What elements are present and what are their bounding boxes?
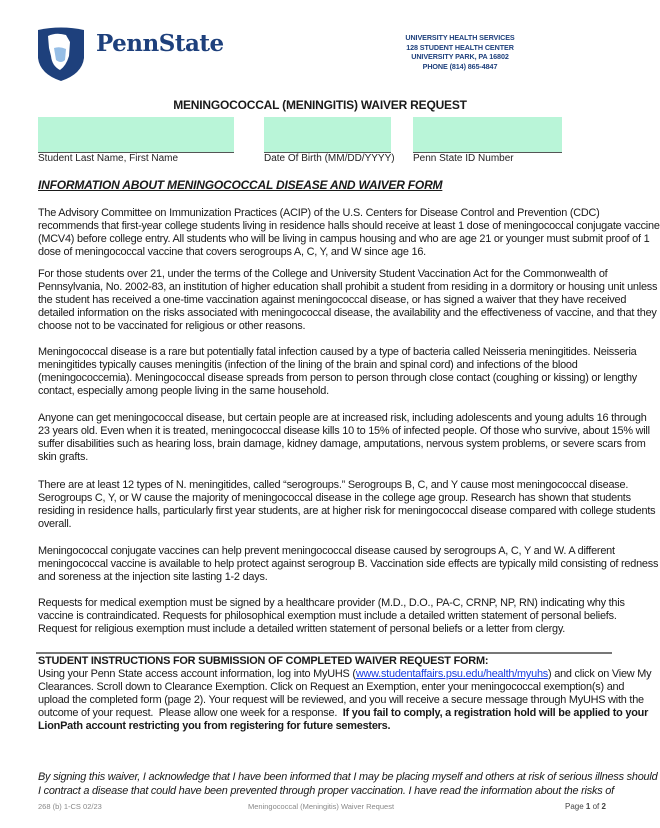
paragraph-line: skin grafts. — [38, 451, 89, 463]
paragraph-line: (meningococcemia). Meningococcal disease spreads from person to person through close contact (coughing or kissing) or lengthy — [38, 372, 638, 384]
paragraph-line: meningitides typically causes meningitis (infection of the lining of the brain and spinal cord) and infections of the blood — [38, 359, 578, 371]
paragraph-line: recommends that first-year college students living in residence halls should receive at least 1 dose of meningococcal conjugate vaccine — [38, 220, 660, 232]
address-block — [380, 33, 540, 71]
penn-state-wordmark: PennState — [96, 30, 224, 57]
instructions-body — [38, 668, 651, 733]
text: Page — [565, 802, 586, 811]
penn-state-id-label: Penn State ID Number — [413, 153, 514, 164]
paragraph-line: The Advisory Committee on Immunization Practices (ACIP) of the U.S. Centers for Disease Control and Prevention (CDC) — [38, 207, 600, 219]
paragraph-line: There are at least 12 types of N. meningitides, called “serogroups.” Serogroups B, C, and Y cause most meningococcal disease. — [38, 479, 629, 491]
address-line: PHONE (814) 865-4847 — [422, 61, 498, 71]
paragraph-line: Request for religious exemption must include a detailed written statement of personal beliefs or a letter from clergy. — [38, 623, 566, 635]
paragraph-line: residing in residence halls, particularly first year students, are at higher risk for meningococcal disease compared with college students — [38, 505, 656, 517]
info-paragraph — [38, 545, 658, 584]
text: of — [590, 802, 602, 811]
section-heading: INFORMATION ABOUT MENINGOCOCCAL DISEASE AND WAIVER FORM — [38, 178, 443, 192]
address-line: UNIVERSITY PARK, PA 16802 — [411, 52, 509, 62]
warning-text: LionPath account restricting you from registering for future semesters. — [38, 720, 391, 732]
text: ) and click on View My — [548, 668, 652, 680]
footer-title: Meningococcal (Meningitis) Waiver Request — [248, 802, 395, 811]
text: Clearances. Scroll down to Clearance Exemption. Click on Request an Exemption, enter your meningococcal exemption(s) and — [38, 681, 625, 693]
paragraph-line: detailed information on the risks associated with meningococcal disease, the availability and the effectiveness of vaccine, and that they — [38, 307, 657, 319]
paragraph-line: Pennsylvania, No. 2002-83, an institution of higher education shall prohibit a student from residing in a dormitory or housing unit unless — [38, 281, 658, 293]
text: I contract a disease that could have been prevented through proper vaccination. I have read the information about the risks of — [38, 785, 614, 797]
penn-state-shield-logo — [36, 26, 86, 82]
paragraph-line: Serogroups C, Y, or W cause the majority of meningococcal disease in the college age group. Research has shown that students — [38, 492, 631, 504]
paragraph-line: and soreness at the injection site lasting 1-2 days. — [38, 571, 268, 583]
address-line: UNIVERSITY HEALTH SERVICES — [405, 33, 515, 42]
form-title: MENINGOCOCCAL (MENINGITIS) WAIVER REQUEST — [173, 98, 467, 112]
info-paragraph — [38, 346, 637, 398]
page-number — [565, 802, 606, 811]
paragraph-line: choose not to be vaccinated for religious or other reasons. — [38, 320, 306, 332]
text: 1 — [585, 802, 591, 811]
info-paragraph — [38, 597, 625, 636]
myuhs-link[interactable]: www.studentaffairs.psu.edu/health/myuhs — [355, 668, 549, 680]
date-of-birth-field[interactable] — [264, 117, 391, 153]
paragraph-line: Requests for medical exemption must be signed by a healthcare provider (M.D., D.O., PA-C, CRNP, NP, RN) indicating why this — [38, 597, 625, 609]
info-paragraph — [38, 207, 660, 259]
paragraph-line: overall. — [38, 518, 72, 530]
text: Using your Penn State access account information, log into MyUHS ( — [38, 668, 356, 680]
student-name-field[interactable] — [38, 117, 234, 153]
paragraph-line: Anyone can get meningococcal disease, but certain people are at increased risk, including adolescents and young adults 16 through — [38, 412, 647, 424]
instructions-heading: STUDENT INSTRUCTIONS FOR SUBMISSION OF COMPLETED WAIVER REQUEST FORM: — [38, 655, 489, 667]
info-paragraph — [38, 479, 655, 531]
paragraph-line: (MCV4) before college entry. All students who will be living in campus housing and who are age 21 or younger must submit proof of 1 — [38, 233, 650, 245]
text: By signing this waiver, I acknowledge that I have been informed that I may be placing myself and others at risk of serious illness should — [38, 771, 658, 783]
warning-text: If you fail to comply, a registration hold will be applied to your — [342, 707, 649, 719]
paragraph-line: contact, especially among people living in the same household. — [38, 385, 329, 397]
info-paragraph — [38, 412, 650, 464]
paragraph-line: 23 years old. Even when it is treated, meningococcal disease kills 10 to 15% of infected people. Of those who survive, about 15% will — [38, 425, 650, 437]
text: upload the completed form (page 2). Your request will be reviewed, and you will receive a secure message through MyUHS with the — [38, 694, 644, 706]
paragraph-line: dose of meningococcal vaccine that covers serogroups A, C, Y, and W since age 16. — [38, 246, 426, 258]
text: outcome of your request. Please allow one week for a response. — [38, 707, 343, 719]
info-paragraph — [38, 268, 657, 333]
text: 2 — [601, 802, 606, 811]
student-name-label: Student Last Name, First Name — [38, 153, 179, 164]
paragraph-line: For those students over 21, under the terms of the College and University Student Vaccination Act for the Commonwealth of — [38, 268, 608, 280]
penn-state-id-field[interactable] — [413, 117, 562, 153]
paragraph-line: Meningococcal disease is a rare but potentially fatal infection caused by a type of bacteria called Neisseria meningitides. Neisseria — [38, 346, 637, 358]
address-line: 128 STUDENT HEALTH CENTER — [406, 42, 514, 52]
paragraph-line: the student has received a one-time vaccination against meningococcal disease, or has signed a waiver that they have received — [38, 294, 627, 306]
paragraph-line: meningococcal vaccine is available to help protect against serogroup B. Vaccination side effects are typically mild consisting of redness — [38, 558, 659, 570]
paragraph-line: Meningococcal conjugate vaccines can help prevent meningococcal disease caused by serogroups A, C, Y and W. A different — [38, 545, 615, 557]
signature-acknowledgement — [38, 770, 657, 798]
divider — [36, 652, 612, 654]
form-code: 268 (b) 1-CS 02/23 — [38, 802, 102, 811]
date-of-birth-label: Date Of Birth (MM/DD/YYYY) — [264, 153, 395, 164]
paragraph-line: suffer disabilities such as hearing loss, brain damage, kidney damage, amputations, nervous system problems, or severe scars from — [38, 438, 646, 450]
paragraph-line: vaccine is contraindicated. Requests for philosophical exemption must include a detailed written statement of personal beliefs. — [38, 610, 617, 622]
